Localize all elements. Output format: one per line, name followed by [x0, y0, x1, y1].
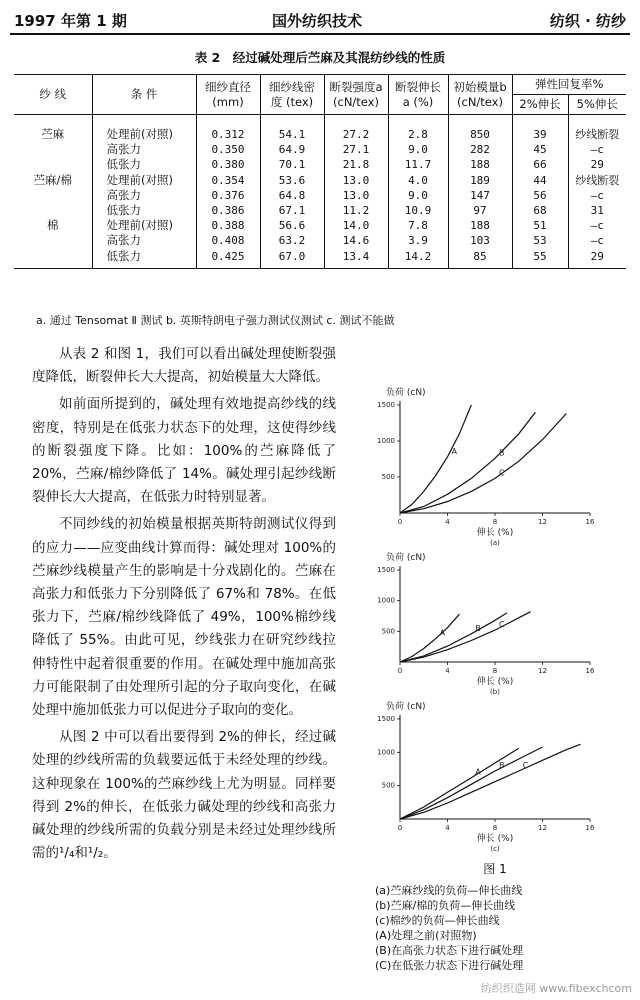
x-tick-label: 8	[492, 518, 498, 526]
cell-diameter: 0.376	[196, 188, 260, 203]
x-tick-label: 16	[585, 667, 595, 675]
col-condition: 条 件	[92, 75, 196, 115]
cell-strength: 27.1	[324, 142, 388, 157]
cell-modulus: 188	[448, 218, 512, 233]
y-tick-label: 1500	[377, 715, 395, 723]
cell-rec5: 31	[590, 204, 604, 218]
cell-modulus: 147	[448, 188, 512, 203]
y-tick-label: 1000	[377, 596, 395, 605]
cell-density: 54.1	[260, 115, 324, 143]
page-header	[0, 0, 640, 34]
watermark: 纺织织造网 www.fibexchcom	[480, 982, 632, 995]
cell-rec5: —c	[590, 143, 604, 157]
cell-diameter: 0.312	[196, 115, 260, 143]
cell-diameter: 0.380	[196, 157, 260, 172]
cell-density: 64.9	[260, 142, 324, 157]
col-rec5: 5%伸长	[568, 95, 626, 115]
cell-rec2: 66	[512, 157, 568, 172]
cell-diameter: 0.425	[196, 249, 260, 269]
cell-rec2: 55	[512, 249, 568, 269]
cell-yarn	[14, 188, 92, 203]
cell-strength: 13.0	[324, 173, 388, 188]
series-line-c	[400, 414, 566, 513]
cell-condition: 处理前(对照)	[92, 173, 196, 188]
cell-strength: 21.8	[324, 157, 388, 172]
table-row	[14, 115, 626, 143]
series-line-a	[400, 748, 519, 819]
body-text	[32, 343, 336, 869]
y-tick-label: 500	[381, 627, 395, 636]
cell-rec5: —c	[590, 219, 604, 233]
panel-label: (b)	[490, 688, 500, 695]
cell-strength: 14.6	[324, 233, 388, 248]
cell-diameter: 0.408	[196, 233, 260, 248]
cell-rec2: 68	[512, 203, 568, 218]
table-row	[14, 173, 626, 188]
paragraph: 从表 2 和图 1，我们可以看出碱处理使断裂强度降低，断裂伸长大大提高，初始模量大大降低。	[32, 346, 336, 386]
y-tick-label: 500	[381, 781, 395, 790]
series-label-a: A	[451, 446, 457, 456]
caption-line: (b)苎麻/棉的负荷—伸长曲线	[375, 899, 516, 912]
cell-density: 67.1	[260, 203, 324, 218]
cell-elongation: 4.0	[388, 173, 448, 188]
cell-condition: 处理前(对照)	[92, 115, 196, 143]
col-rec2: 2%伸长	[512, 95, 568, 115]
x-tick-label: 16	[585, 518, 595, 526]
paragraph: 如前面所提到的，碱处理有效地提高纱线的线密度，特别是在低张力状态下的处理，这使得纱线的断裂强度下降。比如：100%的苎麻降低了 20%，苎麻/棉纱降低了 14%。碱处理引起纱线断裂伸长大大提高，在低张力时特别显著。	[32, 396, 336, 506]
x-tick-label: 12	[538, 518, 547, 526]
col-elongation: 断裂伸长a (%)	[388, 75, 448, 115]
section-label: 纺织 · 纺纱	[549, 12, 626, 30]
x-tick-label: 8	[492, 667, 498, 675]
cell-modulus: 85	[448, 249, 512, 269]
y-tick-label: 1000	[377, 748, 395, 757]
cell-modulus: 282	[448, 142, 512, 157]
figure-caption	[375, 862, 615, 973]
table-row	[14, 218, 626, 233]
col-modulus: 初始模量b (cN/tex)	[448, 75, 512, 115]
cell-density: 63.2	[260, 233, 324, 248]
x-tick-label: 4	[445, 824, 450, 832]
cell-condition: 高张力	[92, 233, 196, 248]
cell-condition: 高张力	[92, 142, 196, 157]
cell-modulus: 850	[448, 115, 512, 143]
table-footnote: a. 通过 Tensomat Ⅱ 测试 b. 英斯特朗电子强力测试仪测试 c. 测试不能做	[36, 314, 395, 327]
issue-label: 1997 年第 1 期	[14, 12, 127, 30]
series-line-b	[400, 412, 535, 513]
cell-elongation: 9.0	[388, 142, 448, 157]
y-axis-label: 负荷 (cN)	[386, 702, 426, 712]
x-tick-label: 12	[538, 824, 547, 832]
y-axis-label: 负荷 (cN)	[386, 553, 426, 563]
cell-rec5: 29	[590, 158, 604, 172]
col-density: 细纱线密度 (tex)	[260, 75, 324, 115]
cell-elongation: 14.2	[388, 249, 448, 269]
cell-modulus: 188	[448, 157, 512, 172]
col-strength: 断裂强度a (cN/tex)	[324, 75, 388, 115]
caption-line: (C)在低张力状态下进行碱处理	[375, 959, 524, 972]
cell-yarn	[14, 142, 92, 157]
cell-elongation: 2.8	[388, 115, 448, 143]
cell-condition: 低张力	[92, 203, 196, 218]
cell-condition: 处理前(对照)	[92, 218, 196, 233]
series-label-a: A	[475, 767, 481, 777]
x-axis-label: 伸长 (%)	[476, 528, 514, 538]
cell-yarn	[14, 203, 92, 218]
cell-yarn	[14, 233, 92, 248]
y-tick-label: 500	[381, 473, 395, 481]
series-label-b: B	[499, 761, 505, 770]
cell-rec2: 39	[512, 115, 568, 143]
cell-density: 67.0	[260, 249, 324, 269]
x-tick-label: 4	[445, 667, 450, 675]
chart-c	[366, 695, 606, 855]
table-row	[14, 203, 626, 218]
cell-rec2: 45	[512, 142, 568, 157]
cell-diameter: 0.350	[196, 142, 260, 157]
table-row	[14, 142, 626, 157]
cell-strength: 13.4	[324, 249, 388, 269]
caption-line: (A)处理之前(对照物)	[375, 929, 477, 942]
series-line-a	[400, 405, 471, 513]
x-tick-label: 4	[445, 518, 450, 526]
table-title: 表 2 经过碱处理后苎麻及其混纺纱线的性质	[194, 50, 446, 65]
cell-condition: 高张力	[92, 188, 196, 203]
series-label-b: B	[499, 448, 505, 458]
caption-line: (c)棉纱的负荷—伸长曲线	[375, 914, 500, 927]
x-tick-label: 0	[397, 667, 403, 675]
series-label-a: A	[439, 628, 446, 638]
series-label-b: B	[475, 623, 481, 633]
cell-rec5: 纱线断裂	[575, 128, 620, 141]
col-yarn: 纱 线	[14, 75, 92, 115]
x-tick-label: 12	[538, 667, 547, 675]
cell-elongation: 3.9	[388, 233, 448, 248]
x-tick-label: 8	[492, 824, 498, 832]
cell-condition: 低张力	[92, 249, 196, 269]
table-row	[14, 188, 626, 203]
chart-b	[366, 550, 606, 695]
series-label-c: C	[499, 468, 505, 478]
series-label-c: C	[499, 620, 505, 630]
cell-rec5: —c	[590, 234, 604, 248]
series-label-c: C	[522, 761, 529, 770]
y-axis-label: 负荷 (cN)	[386, 388, 426, 398]
cell-yarn	[14, 157, 92, 172]
x-axis-label: 伸长 (%)	[476, 834, 514, 844]
cell-yarn	[14, 249, 92, 269]
figure-title: 图 1	[483, 862, 507, 876]
x-tick-label: 0	[397, 518, 403, 526]
cell-density: 64.8	[260, 188, 324, 203]
cell-condition: 低张力	[92, 157, 196, 172]
cell-yarn: 苎麻/棉	[14, 173, 92, 188]
cell-elongation: 7.8	[388, 218, 448, 233]
panel-label: (a)	[490, 539, 500, 547]
chart-a	[366, 375, 606, 547]
table-row	[14, 233, 626, 248]
caption-line: (B)在高张力状态下进行碱处理	[375, 944, 524, 957]
cell-rec2: 51	[512, 218, 568, 233]
x-axis-label: 伸长 (%)	[476, 677, 514, 687]
cell-elongation: 11.7	[388, 157, 448, 172]
cell-rec2: 56	[512, 188, 568, 203]
cell-density: 53.6	[260, 173, 324, 188]
cell-rec5: —c	[590, 188, 604, 202]
cell-rec5: 纱线断裂	[575, 173, 620, 187]
paragraph: 不同纱线的初始模量根据英斯特朗测试仪得到的应力——应变曲线计算而得：碱处理对 100%的苎麻纱线模量产生的影响是十分戏剧化的。苎麻在高张力和低张力下分别降低了 67%和 78%。在低张力下，苎麻/棉纱线降低了 49%，100%棉纱线降低了 55%。由此可见，纱线张力在研究纱线拉伸特性中起着很重要的作用。在碱处理中施加高张力可能限制了由处理所引起的分子取向变化，在碱处理中施加低张力可以促进分子取向的变化。	[32, 516, 336, 719]
cell-strength: 27.2	[324, 115, 388, 143]
y-tick-label: 1000	[377, 437, 395, 445]
y-tick-label: 1500	[377, 566, 395, 574]
cell-density: 70.1	[260, 157, 324, 172]
property-table	[14, 74, 626, 269]
cell-diameter: 0.386	[196, 203, 260, 218]
caption-line: (a)苎麻纱线的负荷—伸长曲线	[375, 884, 523, 897]
col-diameter: 细纱直径 (mm)	[196, 75, 260, 115]
cell-rec5: 29	[568, 249, 626, 269]
cell-rec2: 44	[512, 173, 568, 188]
table-row	[14, 157, 626, 172]
x-tick-label: 16	[585, 824, 595, 832]
journal-name: 国外纺织技术	[272, 12, 363, 30]
cell-diameter: 0.354	[196, 173, 260, 188]
cell-modulus: 103	[448, 233, 512, 248]
cell-yarn: 棉	[14, 218, 92, 233]
cell-rec2: 53	[512, 233, 568, 248]
cell-elongation: 9.0	[388, 188, 448, 203]
cell-diameter: 0.388	[196, 218, 260, 233]
paragraph: 从图 2 中可以看出要得到 2%的伸长，经过碱处理的纱线所需的负载要远低于未经处理的纱线。这种现象在 100%的苎麻纱线上尤为明显。同样要得到 2%的伸长，在低张力碱处理的纱线和高张力碱处理的纱线所需的负载分别是未经过处理纱线所需的¹/₄和¹/₂。	[32, 729, 336, 862]
panel-label: (c)	[490, 845, 500, 853]
y-tick-label: 1500	[377, 401, 395, 409]
cell-strength: 11.2	[324, 203, 388, 218]
cell-strength: 14.0	[324, 218, 388, 233]
cell-elongation: 10.9	[388, 203, 448, 218]
x-tick-label: 0	[397, 824, 403, 832]
table-row	[14, 249, 626, 269]
cell-modulus: 189	[448, 173, 512, 188]
header-rule	[10, 33, 630, 35]
cell-modulus: 97	[448, 203, 512, 218]
cell-strength: 13.0	[324, 188, 388, 203]
cell-yarn: 苎麻	[14, 115, 92, 143]
cell-density: 56.6	[260, 218, 324, 233]
col-recovery: 弹性回复率%	[512, 75, 626, 95]
